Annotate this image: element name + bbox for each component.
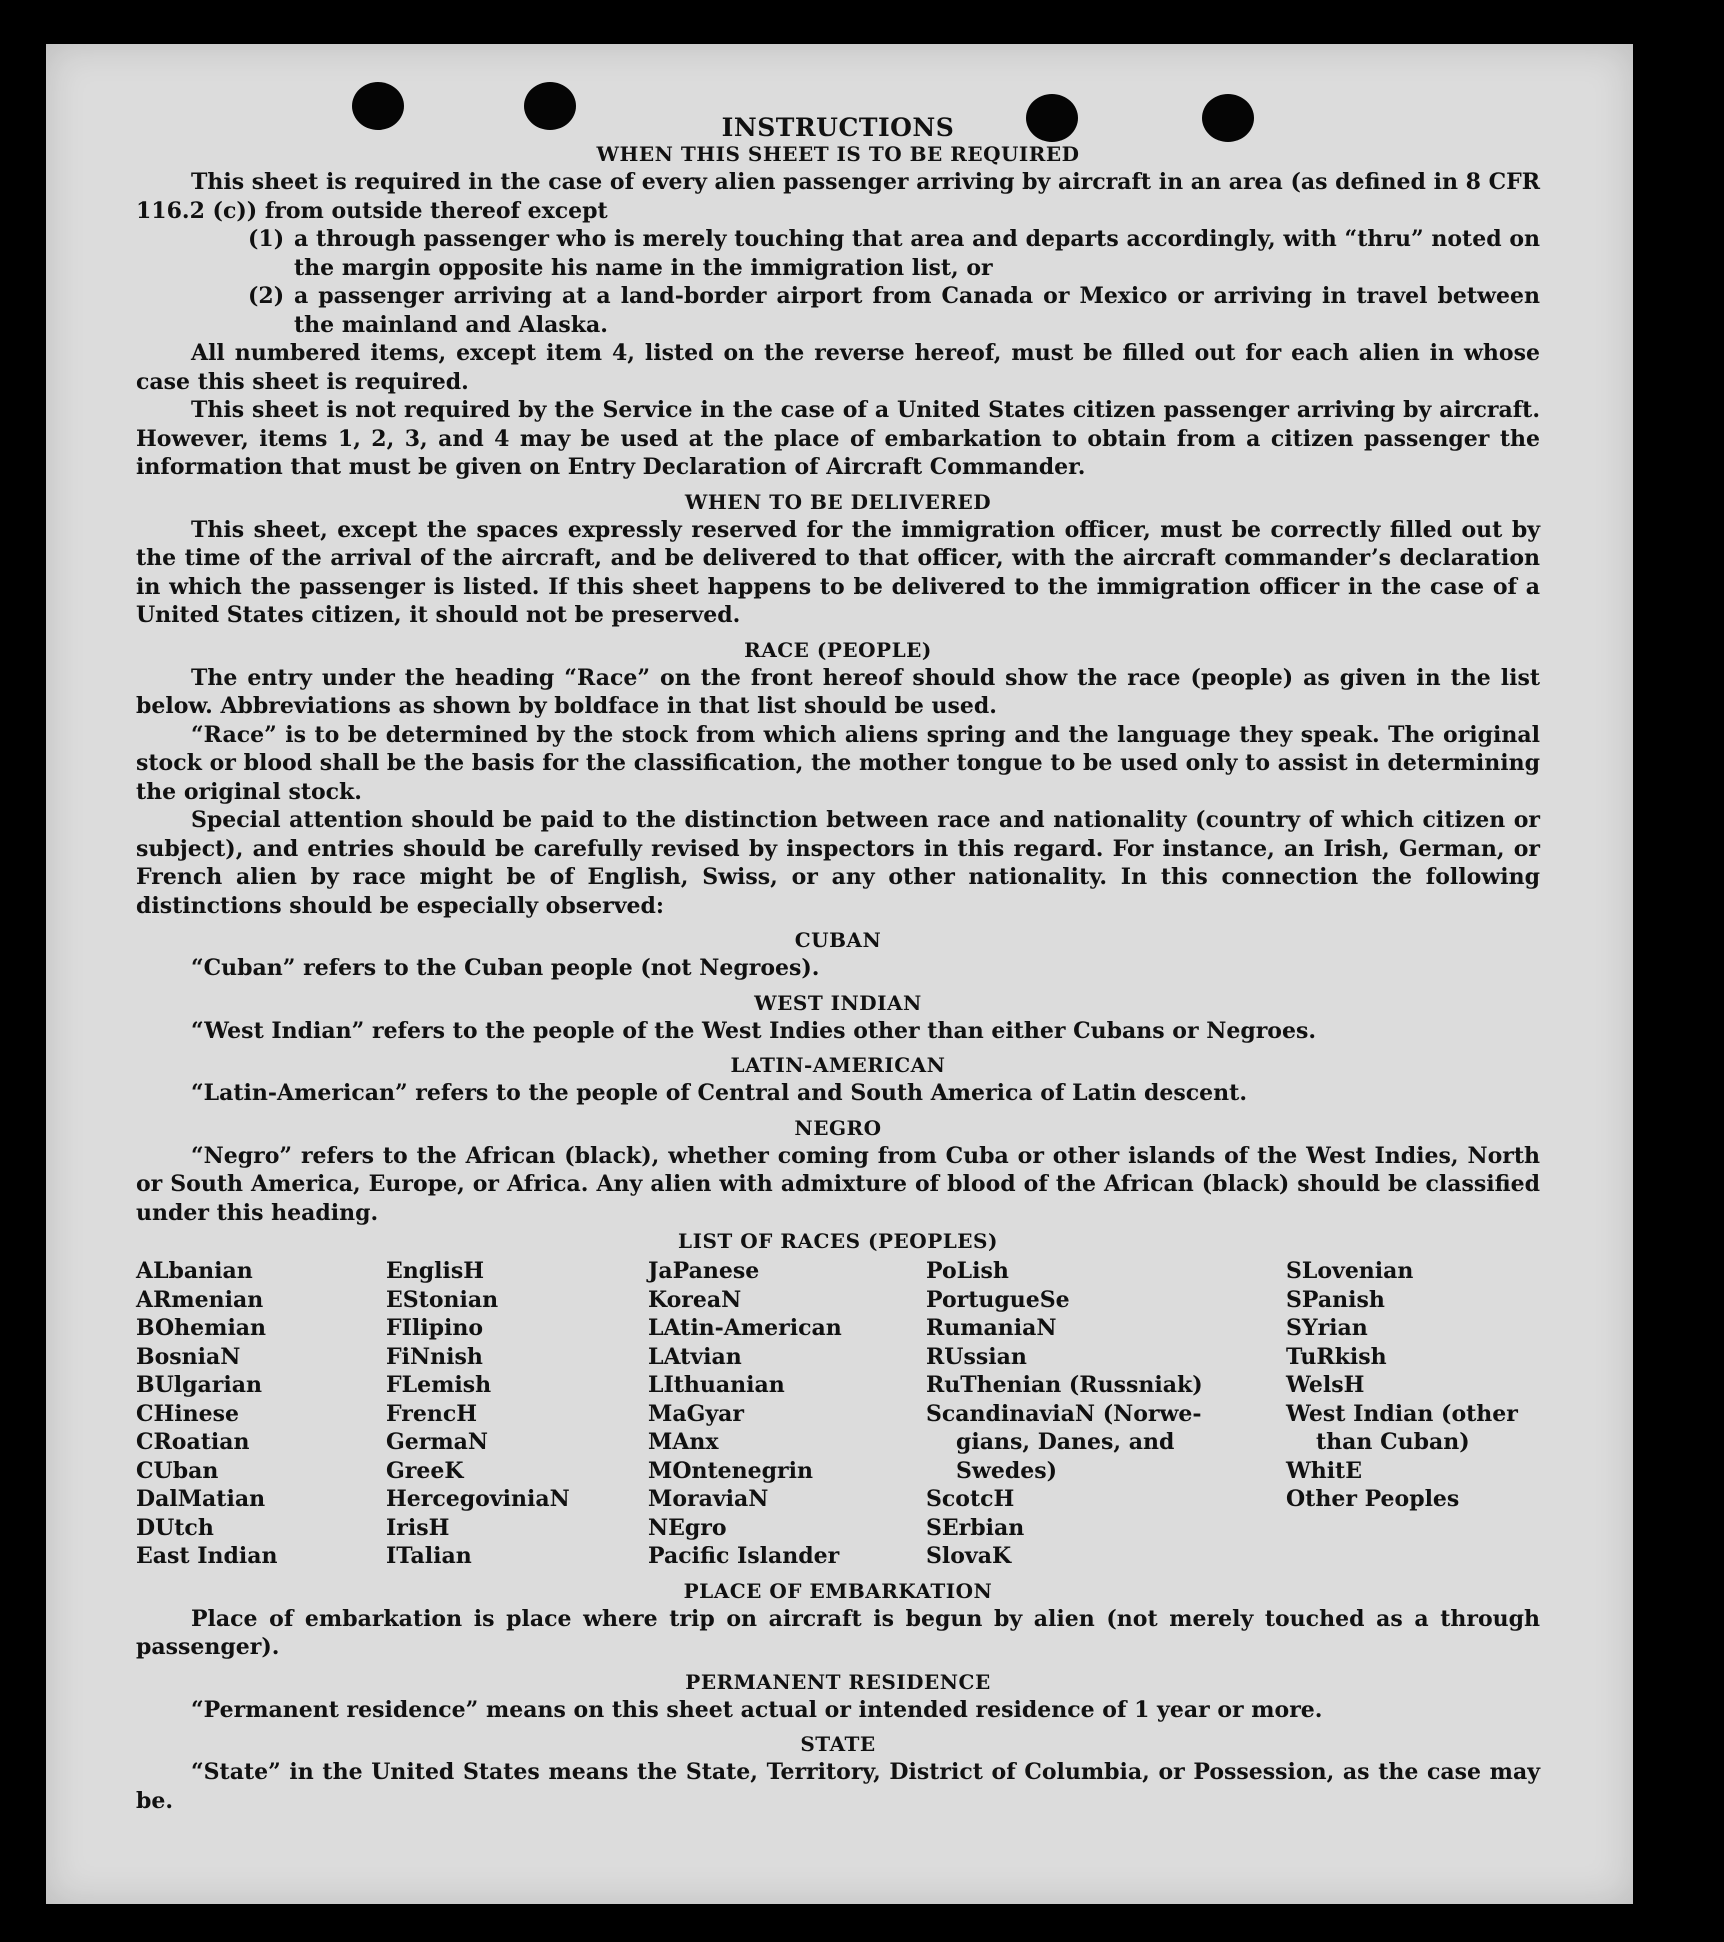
race-item: IrisH: [386, 1514, 450, 1541]
race-item: LAtin-American: [648, 1315, 842, 1341]
item-number: (2): [248, 283, 285, 309]
race-item: SPanish: [1286, 1286, 1385, 1313]
paragraph: All numbered items, except item 4, listed on the reverse hereof, must be filled out for each alien in whose case this sheet is required.: [136, 340, 1540, 395]
race-item: Pacific Islander: [648, 1543, 840, 1569]
race-item: SYrian: [1286, 1315, 1368, 1341]
races-column: [926, 1257, 1286, 1571]
races-column: [1286, 1257, 1540, 1571]
paragraph: “Negro” refers to the African (black), whether coming from Cuba or other islands of the West Indies, North or South America, Europe, or Africa. Any alien with admixture of blood of the African (black) should be classified under this heading.: [136, 1142, 1540, 1226]
heading-place-of-embarkation: PLACE OF EMBARKATION: [683, 1578, 993, 1603]
heading-permanent-residence: PERMANENT RESIDENCE: [685, 1669, 991, 1694]
race-item: TuRkish: [1286, 1343, 1387, 1370]
race-item: PortugueSe: [926, 1286, 1070, 1313]
race-item: BOhemian: [136, 1315, 267, 1341]
heading-latin-american: LATIN-AMERICAN: [730, 1053, 946, 1077]
heading-when-delivered: WHEN TO BE DELIVERED: [684, 489, 992, 514]
heading-state: STATE: [800, 1732, 876, 1756]
race-item: West Indian (other: [1286, 1400, 1518, 1427]
paragraph: “Latin-American” refers to the people of Central and South America of Latin descent.: [191, 1080, 1247, 1106]
race-item: SLovenian: [1286, 1258, 1414, 1284]
race-item: SlovaK: [926, 1543, 1012, 1569]
item-number: (1): [248, 226, 285, 252]
race-item: BUlgarian: [136, 1372, 262, 1398]
races-list: [136, 1257, 1540, 1571]
race-item: SErbian: [926, 1514, 1025, 1541]
race-item: WhitE: [1286, 1457, 1362, 1484]
race-item: ScandinaviaN (Norwe-: [926, 1400, 1202, 1427]
race-item: DalMatian: [136, 1486, 266, 1512]
race-item: Other Peoples: [1286, 1486, 1460, 1512]
race-item: EStonian: [386, 1286, 499, 1313]
race-item: CRoatian: [136, 1429, 250, 1455]
race-item: WelsH: [1286, 1372, 1365, 1398]
instructions-content: [136, 112, 1540, 1815]
paragraph: Place of embarkation is place where trip on aircraft is begun by alien (not merely touched as a through passenger).: [136, 1605, 1540, 1660]
race-item: HercegoviniaN: [386, 1486, 570, 1512]
race-item: FiNnish: [386, 1343, 483, 1370]
race-item: PoLish: [926, 1258, 1009, 1284]
heading-negro: NEGRO: [794, 1115, 882, 1140]
paragraph: The entry under the heading “Race” on the front hereof should show the race (people) as given in the list below. Abbreviations as shown by boldface in that list should be used.: [136, 664, 1540, 719]
race-item: Swedes): [956, 1457, 1057, 1484]
race-item: ITalian: [386, 1543, 472, 1569]
page-title: INSTRUCTIONS: [721, 113, 955, 142]
races-column: [648, 1257, 926, 1571]
race-item: BosniaN: [136, 1343, 241, 1370]
race-item: than Cuban): [1316, 1429, 1470, 1455]
paragraph: “Permanent residence” means on this sheet actual or intended residence of 1 year or more.: [191, 1696, 1323, 1723]
item-text: a through passenger who is merely touching that area and departs accordingly, with “thru” noted on the margin opposite his name in the immigration list, or: [294, 226, 1540, 281]
race-item: KoreaN: [648, 1286, 742, 1313]
heading-cuban: CUBAN: [794, 928, 882, 952]
race-item: GermaN: [386, 1429, 489, 1455]
race-item: FIlipino: [386, 1315, 484, 1341]
race-item: RuThenian (Russniak): [926, 1372, 1203, 1398]
race-item: East Indian: [136, 1543, 278, 1569]
list-item: [248, 282, 1540, 339]
paragraph: Special attention should be paid to the distinction between race and nationality (country of which citizen or subject), and entries should be carefully revised by inspectors in this regard. For instance, an Irish, German, or French alien by race might be of English, Swiss, or any other nationality. In this connection the following distinctions should be especially observed:: [136, 807, 1540, 919]
race-item: gians, Danes, and: [956, 1429, 1175, 1455]
race-item: LIthuanian: [648, 1372, 785, 1398]
heading-when-required: WHEN THIS SHEET IS TO BE REQUIRED: [596, 142, 1080, 166]
race-item: RUssian: [926, 1343, 1027, 1370]
heading-race: RACE (PEOPLE): [744, 637, 932, 662]
paragraph: “Race” is to be determined by the stock from which aliens spring and the language they speak. The original stock or blood shall be the basis for the classification, the mother tongue to be used only to assist in determining the original stock.: [136, 721, 1540, 805]
race-item: FLemish: [386, 1372, 492, 1398]
paragraph: This sheet, except the spaces expressly reserved for the immigration officer, must be correctly filled out by the time of the arrival of the aircraft, and be delivered to that officer, with the aircraft commander’s declaration in which the passenger is listed. If this sheet happens to be delivered to the immigration officer in the case of a United States citizen, it should not be preserved.: [136, 516, 1540, 628]
race-item: ScotcH: [926, 1486, 1015, 1512]
race-item: CHinese: [136, 1400, 240, 1427]
race-item: ALbanian: [136, 1258, 253, 1284]
race-item: MAnx: [648, 1429, 719, 1455]
race-item: MaGyar: [648, 1400, 745, 1427]
paragraph: This sheet is required in the case of every alien passenger arriving by aircraft in an area (as defined in 8 CFR 116.2 (c)) from outside thereof except: [136, 169, 1540, 224]
paragraph: “West Indian” refers to the people of the West Indies other than either Cubans or Negroes.: [191, 1017, 1317, 1044]
race-item: MOntenegrin: [648, 1457, 813, 1484]
race-item: GreeK: [386, 1457, 464, 1484]
race-item: CUban: [136, 1457, 219, 1484]
race-item: FrencH: [386, 1400, 477, 1427]
paragraph: “Cuban” refers to the Cuban people (not Negroes).: [191, 955, 820, 981]
list-item: [248, 225, 1540, 282]
races-column: [136, 1257, 386, 1571]
race-item: JaPanese: [648, 1258, 760, 1284]
item-text: a passenger arriving at a land-border airport from Canada or Mexico or arriving in travel between the mainland and Alaska.: [294, 283, 1540, 338]
race-item: RumaniaN: [926, 1315, 1057, 1341]
race-item: LAtvian: [648, 1343, 742, 1370]
race-item: MoraviaN: [648, 1486, 769, 1512]
race-item: NEgro: [648, 1514, 727, 1541]
race-item: DUtch: [136, 1514, 214, 1541]
paragraph: This sheet is not required by the Service in the case of a United States citizen passenger arriving by aircraft. However, items 1, 2, 3, and 4 may be used at the place of embarkation to obtain from a citizen passenger the information that must be given on Entry Declaration of Aircraft Commander.: [136, 397, 1540, 480]
race-item: EnglisH: [386, 1258, 485, 1284]
races-column: [386, 1257, 648, 1571]
paragraph: “State” in the United States means the State, Territory, District of Columbia, or Possession, as the case may be.: [136, 1759, 1540, 1814]
race-item: ARmenian: [136, 1286, 264, 1313]
heading-list-of-races: LIST OF RACES (PEOPLES): [678, 1229, 998, 1253]
heading-west-indian: WEST INDIAN: [754, 990, 922, 1015]
